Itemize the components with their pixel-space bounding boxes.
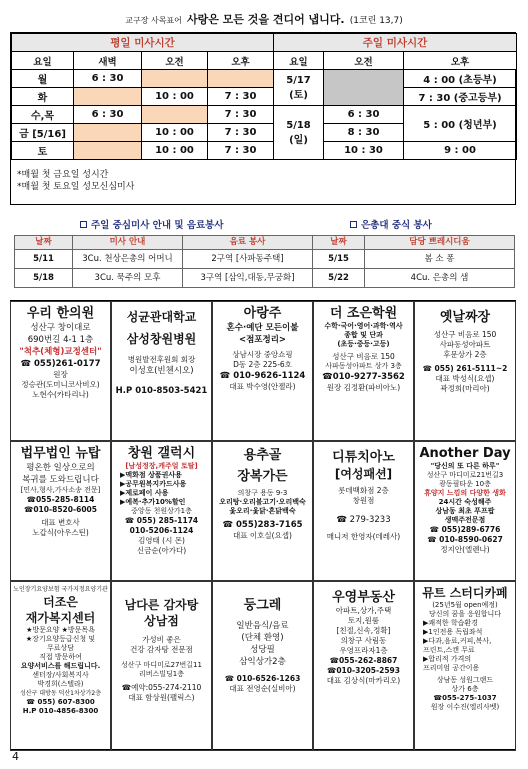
table-row: 5/18 3Cu. 묵주의 모후 3구역 [삼익,대동,무궁화] 5/22 4Cu. 은총의 샘 [15,269,515,288]
ad-the-joeun-care-center: 노인장기요양보험 국가지정요양기관 더조은 재가복지센터 ★방문요양 ★방문목욕 ★장기요양등급신청 및 무료상담 직접 방문하여 요양서비스를 해드립니다. 센터장/사회복지사 박경희(스텔라) 성산구 대방동 덕산1차상가2층 ☎ 055) 607-8300 H.P 010-4856-8300 [10,581,111,751]
ad-the-joeun-academy: 더 조은학원 수학·국어·영어·과학·역사 종합 및 단과 (초등·중등·고등) 성산구 비음로 150 사파동성아파트 상가 3층 ☎010-9277-3562 원장 김정환(파비아노) [313,301,414,441]
guide-section-title: 주일 중심미사 안내 및 음료봉사 [80,217,224,231]
motto-prefix: 교구장 사목표어 [125,16,182,25]
ad-yongchugol: 용추골 장복가든 의창구 용동 9-3 오리탕·오리불고기·오리백숙 옻오리·옻닭·흔닭백숙 ☎ 055)283-7165 대표 이호실(요셉) [212,441,313,581]
table-row: 월 6 : 30 [12,70,274,88]
ad-woori-clinic: 우리 한의원 성산구 창이대로 690번길 4-1 1층 "척추(체형)교정센터" ☎ 055)261-0177 원장 정승관(도미니코사비오) 노현수(카타리나) [10,301,111,441]
square-bullet-icon [350,221,357,228]
table-row: 토 10 : 00 7 : 30 [12,142,274,160]
motto-main: 사랑은 모든 것을 견디어 냅니다. [186,13,345,26]
lunch-section-title: 은총대 중식 봉사 [350,217,432,231]
ad-grid [10,300,516,750]
page-number: 4 [12,750,19,763]
table-row: 수,목 6 : 30 7 : 30 [12,106,274,124]
weekday-title: 평일 미사시간 [12,34,274,52]
motto-ref: (1코린 13,7) [349,16,403,26]
weekday-table [11,33,274,160]
header-pm: 오후 [208,52,274,70]
header-am: 오전 [142,52,208,70]
schedule-notes: *매월 첫 금요일 성시간 *매월 첫 토요일 성모신심미사 [17,170,135,192]
ad-arangju: 아랑주 혼수·예단 모든이불 <점포정리> 상남시장 중앙쇼핑 D동 2층 225-6호 ☎ 010-9626-1124 대표 박수영(안젤라) [212,301,313,441]
ad-wooyoung-realty: 우영부동산 아파트,상가,주택 토지,원룸 [친절,신속,정확] 의창구 사림동 우영프라자1층 ☎055-262-8867 ☎010-3205-2593 대표 김상식(마카리오) [313,581,414,751]
table-row: 금 [5/16] 10 : 00 7 : 30 [12,124,274,142]
header-dawn: 새벽 [74,52,142,70]
guide-lunch-table: 날짜 미사 안내 음료 봉사 날짜 담당 쁘레시디움 5/11 3Cu. 천상은총의 어머니 2구역 [사파동주택] 5/15 봄 소 퐁 5/18 3Cu. 묵주의 모후 3구역 [삼익,대동,무궁화] 5/22 4Cu. 은총의 샘 [14,235,515,288]
ad-dunggeure: 둥그레 일반음식/음료 (단체 환영) 성당필 삼익상가2층 ☎ 010-6526-1263 대표 전영순(실비아) [212,581,313,751]
ad-mute-study-cafe: 뮤트 스터디카페 (25년5월 open예정) 당신의 꿈을 응원합니다 ▶쾌적한 학습환경 ▶1인전용 독립좌석 ▶다과,음료,커피,복사, 프린트,스캔 무료 ▶합리적 가격의 프리미엄 공간이용 상남동 성원그랜드 상가 6층 ☎055-275-1037 원장 이수진(엘리사벳) [414,581,516,751]
sunday-title: 주일 미사시간 [274,34,517,52]
ad-newtop-law: 법무법인 뉴탑 평온한 일상으로의 복귀를 도와드립니다 [민사,형사,가사소송 전문] ☎055-285-8114 ☎010-8520-6005 대표 변호사 노갑식(아우스틴) [10,441,111,581]
sunday-table: 주일 미사시간 요일 오전 오후 5/17 (토) 4 : 00 (초등부) 7 : 30 (중고등부) 5/18 (일) 6 : 30 5 : 00 (청년부) 8 : 30 10 : 30 9 : 00 [273,33,517,160]
ad-changwon-galaxy: 창원 갤럭시 [남성정장,캐주얼 토탈] ▶맥화점 상품권사용 ▶공무원복지카드사용 ▶제로페이 사용 ▶예복·추가10%할인 중앙동 천원상가1층 ☎ 055) 285-1174 010-5206-1124 김영태 (시 몬) 신금순(아가다) [111,441,212,581]
header-day: 요일 [12,52,74,70]
table-row: 5/11 3Cu. 천상은총의 어머니 2구역 [사파동주택] 5/15 봄 소 퐁 [15,250,515,269]
square-bullet-icon [80,221,87,228]
ad-old-jjajang: 옛날짜장 성산구 비음로 150 사파동성아파트 후문상가 2층 ☎ 055) 261-5111~2 대표 박성식(요셉) 곽정희(마리아) [414,301,516,441]
ad-namdareun-gamjatang: 남다른 감자탕 상남점 가성비 좋은 건강 감자탕 전문점 성산구 마디미로27번길11 리버스빌딩1층 ☎예약:055-274-2110 대표 함상원(팰릭스) [111,581,212,751]
table-row: 화 10 : 00 7 : 30 [12,88,274,106]
ad-samsung-hospital: 성균관대학교 삼성창원병원 병원발전후원회 회장 이성호(빈첸시오) H.P 010-8503-5421 [111,301,212,441]
ad-ditucciano: 디튜치아노 [여성패션] 롯데백화점 2층 창원점 ☎ 279-3233 매니저 한영자(데레사) [313,441,414,581]
ad-another-day: Another Day "당신의 또 다른 하루" 성산구 마디미로21번길3 광동필타운 10층 휴양지 느낌의 다양한 생화 24시간 숙성해주 상남동 최초 푸프팝 생맥주전문점 ☎ 055)289-6776 ☎ 010-8590-0627 정지안(엘렌나) [414,441,516,581]
motto [0,8,528,27]
mass-schedule [10,32,516,205]
